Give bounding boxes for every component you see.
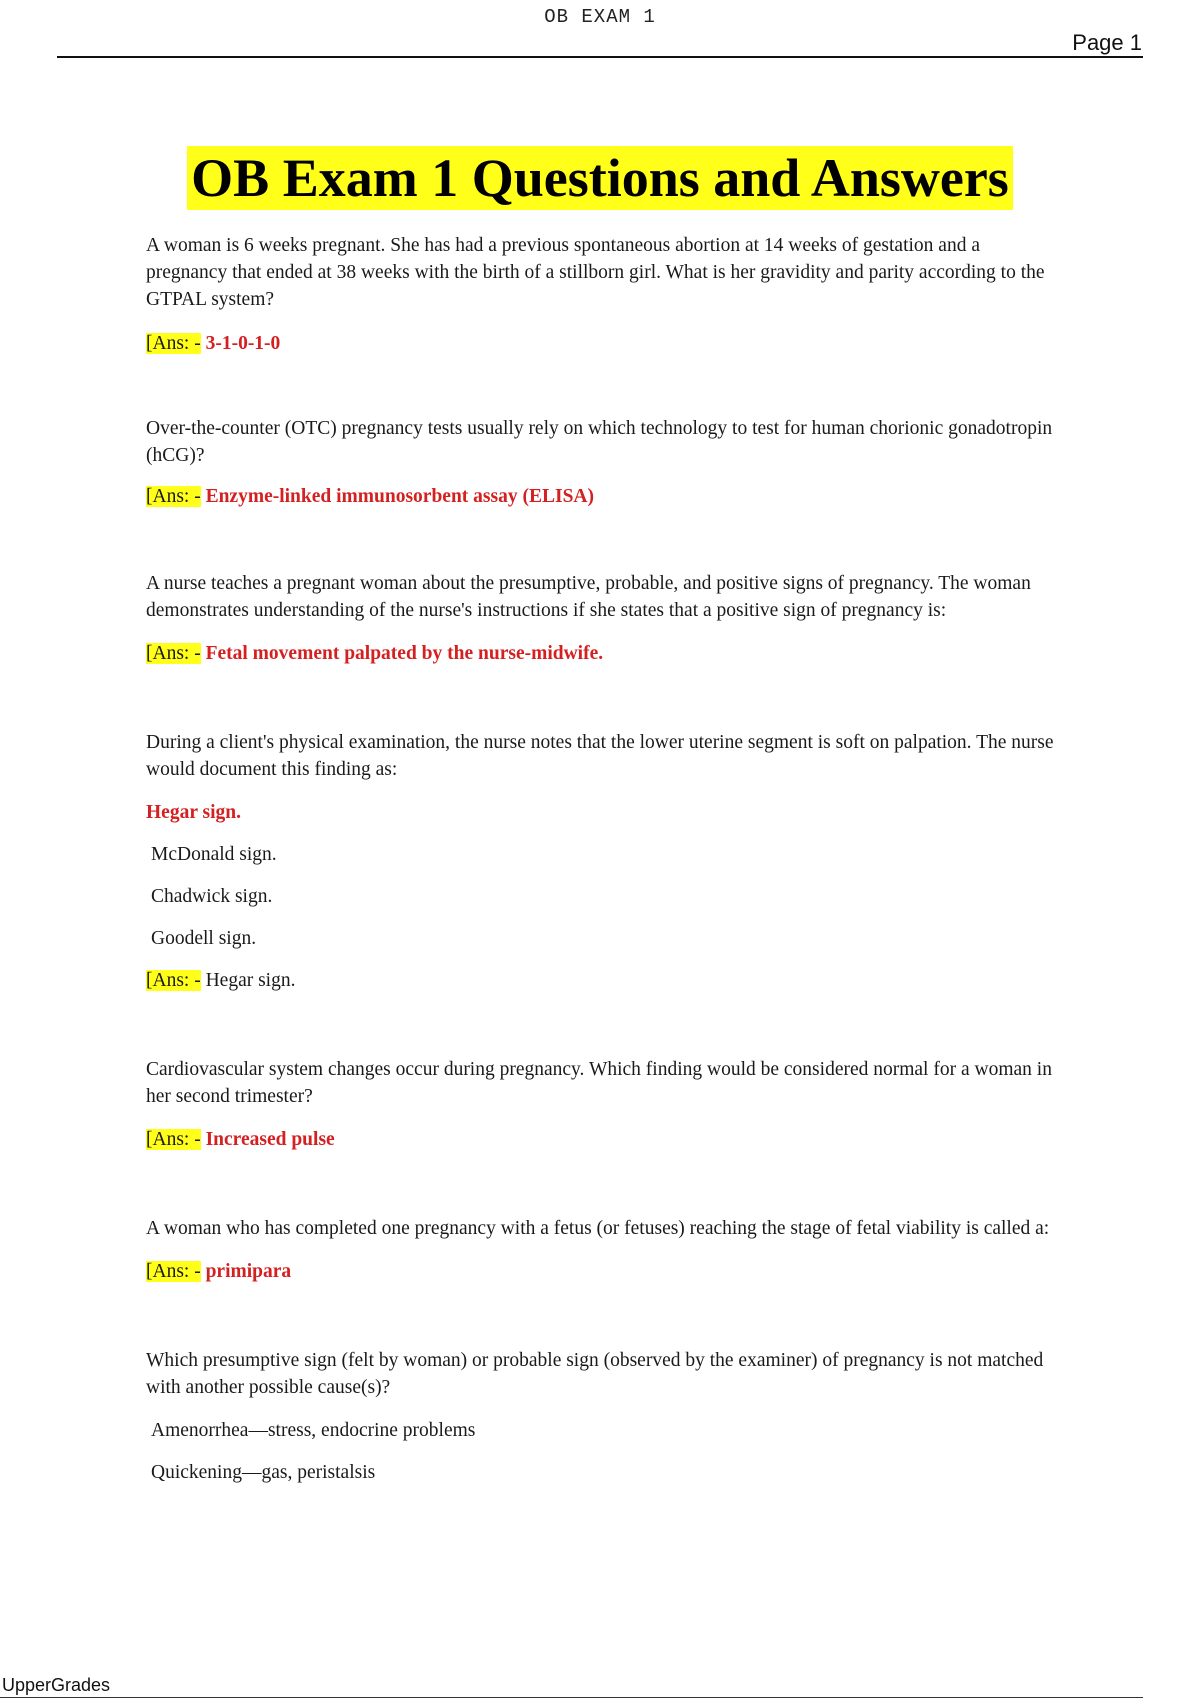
running-header-title: OB EXAM 1 (544, 6, 656, 28)
question-text: A nurse teaches a pregnant woman about the presumptive, probable, and positive signs of pregnancy. The woman demonstrates understanding of the nurse's instructions if she states that a positive sign of pregnancy is: (146, 573, 1031, 621)
answer-option: Quickening—gas, peristalsis (151, 1462, 376, 1483)
question-text: During a client's physical examination, the nurse notes that the lower uterine segment is soft on palpation. The nurse would document this finding as: (146, 732, 1054, 780)
question-list (146, 232, 1056, 1501)
answer-option: Amenorrhea—stress, endocrine problems (151, 1420, 476, 1441)
qa-item-5 (146, 1056, 1056, 1153)
answer-text: Hegar sign. (205, 970, 296, 991)
answer-line (146, 640, 1056, 667)
qa-item-6 (146, 1215, 1056, 1285)
header-divider (57, 56, 1143, 58)
question-text: Which presumptive sign (felt by woman) or probable sign (observed by the examiner) of pregnancy is not matched with another possible cause(s)? (146, 1350, 1044, 1398)
answer-line (146, 330, 1056, 357)
title-container (0, 146, 1200, 210)
answer-prefix: [Ans: - (146, 643, 201, 664)
footer-divider (0, 1697, 1143, 1698)
question-text: A woman is 6 weeks pregnant. She has had a previous spontaneous abortion at 14 weeks of gestation and a pregnancy that ended at 38 weeks with the birth of a stillborn girl. What is her gravidity and parity according to the GTPAL system? (146, 235, 1045, 310)
answer-line (146, 483, 1056, 510)
answer-text: Enzyme-linked immunosorbent assay (ELISA) (205, 486, 594, 507)
answer-line (146, 967, 1056, 994)
answer-option: McDonald sign. (151, 844, 277, 865)
answer-text: Increased pulse (205, 1129, 335, 1150)
answer-prefix: [Ans: - (146, 1129, 201, 1150)
answer-line (146, 1258, 1056, 1285)
answer-prefix: [Ans: - (146, 486, 201, 507)
document-title: OB Exam 1 Questions and Answers (187, 146, 1013, 210)
answer-prefix: [Ans: - (146, 1261, 201, 1282)
answer-option: Chadwick sign. (151, 886, 273, 907)
qa-item-1 (146, 232, 1056, 357)
question-text: A woman who has completed one pregnancy with a fetus (or fetuses) reaching the stage of fetal viability is called a: (146, 1218, 1050, 1239)
answer-text: Fetal movement palpated by the nurse-midwife. (205, 643, 604, 664)
answer-option: Goodell sign. (151, 928, 257, 949)
correct-option: Hegar sign. (146, 802, 241, 823)
answer-prefix: [Ans: - (146, 970, 201, 991)
answer-prefix: [Ans: - (146, 333, 201, 354)
question-text: Over-the-counter (OTC) pregnancy tests usually rely on which technology to test for human chorionic gonadotropin (hCG)? (146, 418, 1053, 466)
footer-brand: UpperGrades (2, 1675, 111, 1695)
qa-item-2 (146, 415, 1056, 510)
answer-text: 3-1-0-1-0 (205, 333, 281, 354)
qa-item-3 (146, 570, 1056, 667)
qa-item-4 (146, 729, 1056, 994)
qa-item-7 (146, 1347, 1056, 1486)
page-number: Page 1 (1072, 30, 1142, 55)
answer-line (146, 1126, 1056, 1153)
question-text: Cardiovascular system changes occur during pregnancy. Which finding would be considered normal for a woman in her second trimester? (146, 1059, 1052, 1107)
answer-text: primipara (205, 1261, 292, 1282)
